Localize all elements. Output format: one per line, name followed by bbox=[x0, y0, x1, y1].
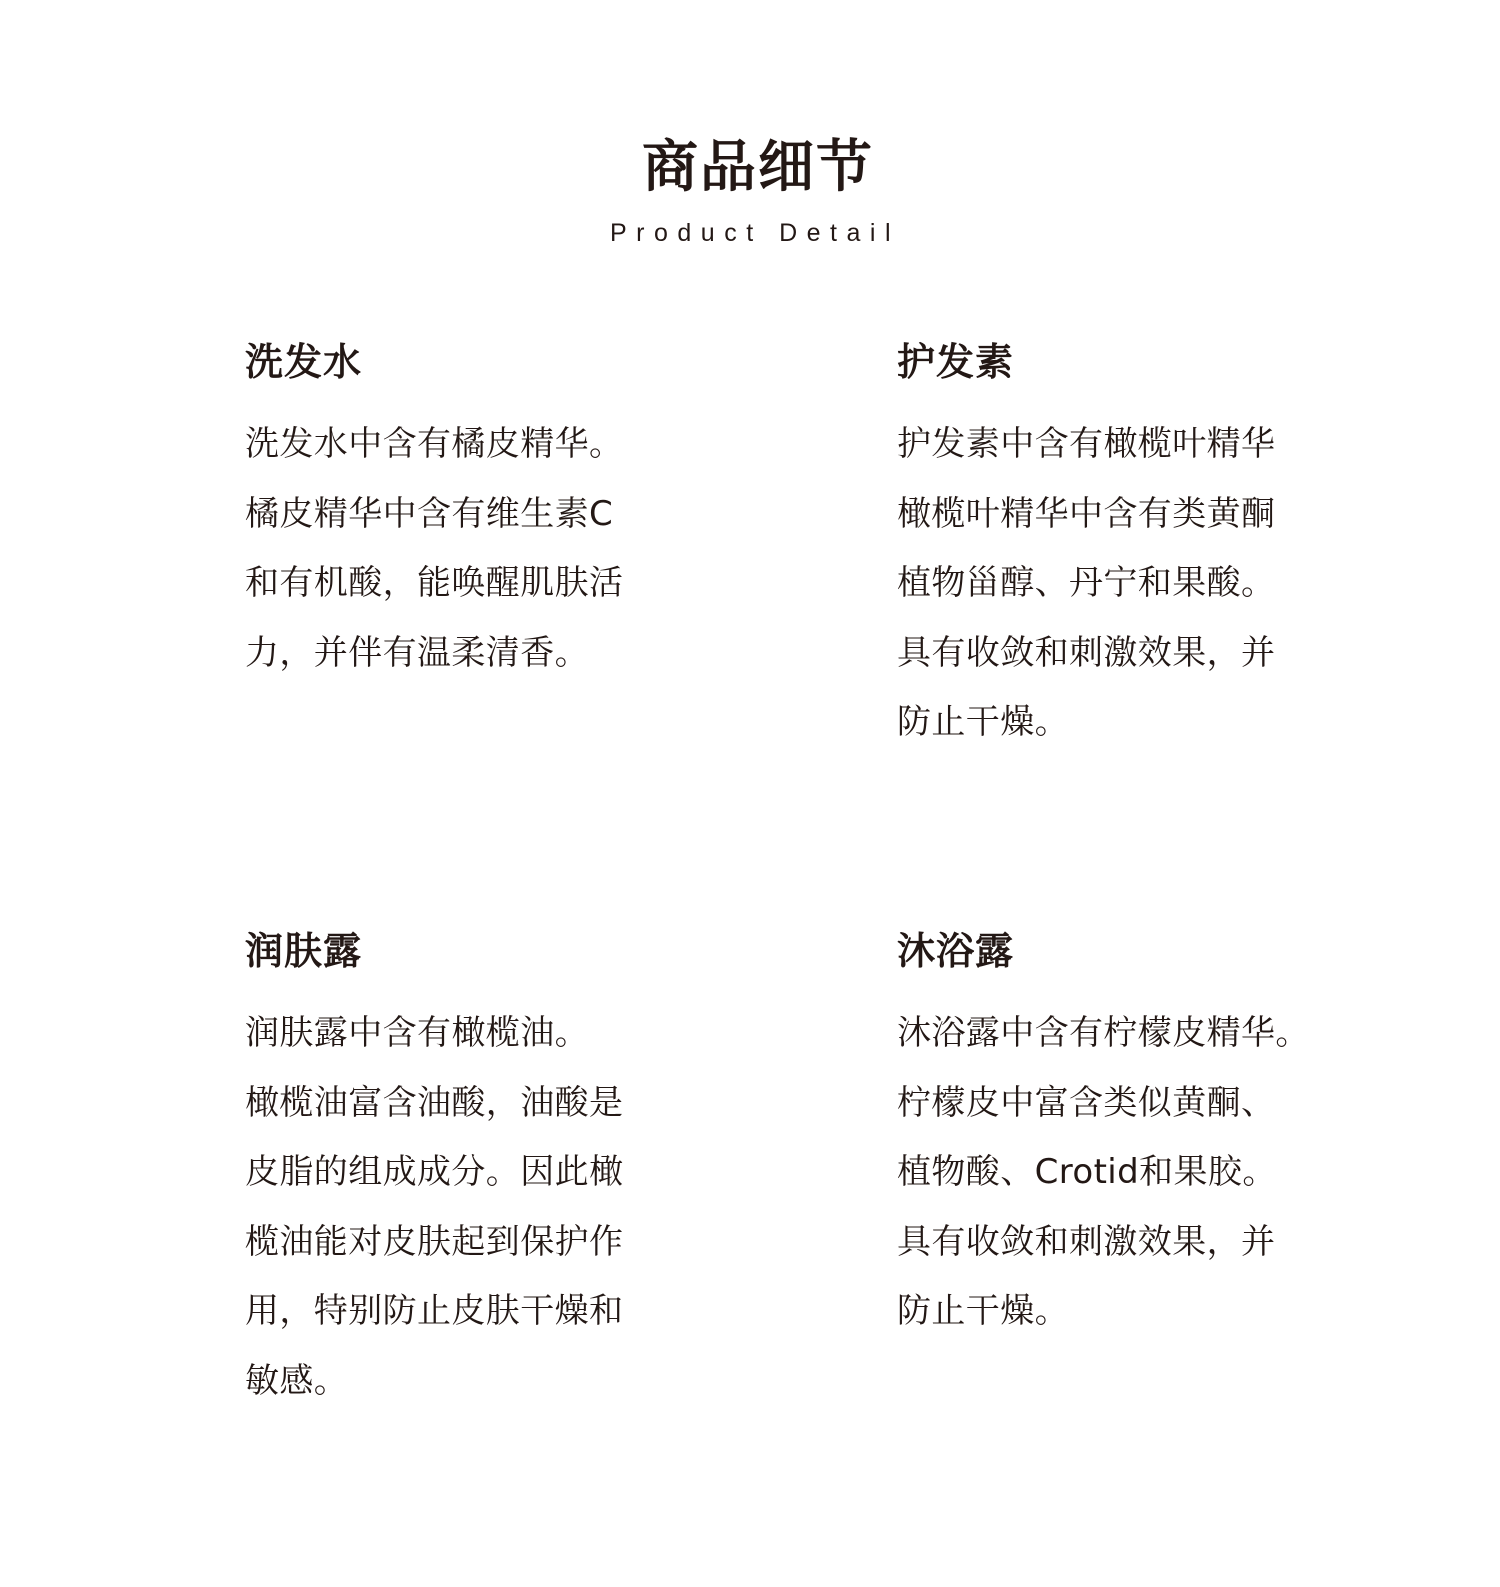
description-line: 植物甾醇、丹宁和果酸。 bbox=[897, 563, 1276, 603]
description-line: 具有收敛和刺激效果，并 bbox=[897, 632, 1276, 673]
product-description bbox=[897, 999, 1457, 1347]
description-line: 柠檬皮中富含类似黄酮、 bbox=[897, 1082, 1276, 1123]
product-title: 护发素 bbox=[897, 340, 1015, 384]
product-description bbox=[245, 410, 805, 688]
description-line: 具有收敛和刺激效果，并 bbox=[897, 1221, 1276, 1262]
description-line: 橄榄油富含油酸，油酸是 bbox=[245, 1082, 624, 1123]
product-block-conditioner bbox=[897, 337, 1457, 758]
description-line: 榄油能对皮肤起到保护作 bbox=[245, 1221, 624, 1262]
description-line: 植物酸、Crotid和果胶。 bbox=[897, 1152, 1277, 1192]
product-description bbox=[245, 999, 805, 1416]
description-line: 护发素中含有橄榄叶精华 bbox=[897, 424, 1276, 464]
description-line: 橘皮精华中含有维生素C bbox=[245, 493, 614, 534]
description-line: 橄榄叶精华中含有类黄酮 bbox=[897, 493, 1276, 534]
product-title: 沐浴露 bbox=[897, 929, 1015, 973]
product-title: 洗发水 bbox=[245, 340, 363, 384]
description-line: 和有机酸，能唤醒肌肤活 bbox=[245, 563, 624, 603]
description-line: 皮脂的组成成分。因此橄 bbox=[245, 1152, 624, 1192]
product-title: 润肤露 bbox=[245, 929, 363, 973]
description-line: 用，特别防止皮肤干燥和 bbox=[245, 1291, 624, 1331]
description-line: 洗发水中含有橘皮精华。 bbox=[245, 424, 624, 464]
description-line: 沐浴露中含有柠檬皮精华。 bbox=[897, 1013, 1310, 1053]
page-header bbox=[0, 128, 1500, 250]
description-line: 敏感。 bbox=[245, 1360, 349, 1401]
description-line: 防止干燥。 bbox=[897, 702, 1069, 742]
product-block-lotion bbox=[245, 926, 805, 1416]
description-line: 力，并伴有温柔清香。 bbox=[245, 632, 589, 673]
description-line: 防止干燥。 bbox=[897, 1291, 1069, 1331]
page-subtitle: Product Detail bbox=[609, 219, 901, 247]
product-block-shampoo bbox=[245, 337, 805, 688]
product-block-body-wash bbox=[897, 926, 1457, 1347]
product-description bbox=[897, 410, 1457, 758]
description-line: 润肤露中含有橄榄油。 bbox=[245, 1013, 589, 1053]
page-title: 商品细节 bbox=[642, 135, 874, 200]
